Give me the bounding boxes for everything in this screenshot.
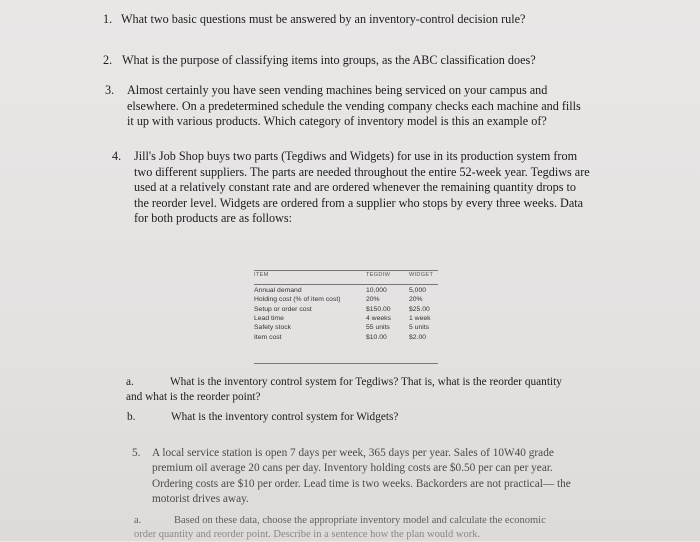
widget-value: 20% [409,296,423,304]
row-label: Lead time [254,315,284,323]
subquestion-text: Based on these data, choose the appropriate inventory model and calculate the economic [174,515,546,526]
subquestion-label: a. [126,376,134,388]
table-row [254,295,439,304]
question-number: 4. [112,149,122,163]
text-line: A local service station is open 7 days per week, 365 days per year. Sales of 10W40 grade [152,447,554,459]
subquestion-label: a. [134,515,142,526]
tegdiw-value: $150.00 [366,305,391,313]
tegdiw-value: 4 weeks [366,315,391,323]
data-table [254,272,439,342]
text-line: premium oil average 20 cans per day. Inventory holding costs are $0.50 per can per year. [152,462,553,475]
table-header-row [254,272,439,286]
question-text [134,149,590,227]
question-number: 1. [103,12,113,26]
tegdiw-value: 20% [366,296,380,304]
widget-value: $2.00 [409,333,427,341]
tegdiw-value: 10,000 [366,287,387,295]
tegdiw-value: $10.00 [366,333,387,341]
row-label: Annual demand [254,287,302,295]
text-line: Jill's Job Shop buys two parts (Tegdiws and Widgets) for use in its production system from [134,149,578,163]
question-number: 2. [103,53,113,67]
question-text: What two basic questions must be answered by an inventory-control decision rule? [121,12,526,26]
question-number: 5. [132,447,141,459]
widget-value: $25.00 [409,305,430,313]
subquestion-text: What is the inventory control system for Tegdiws? That is, what is the reorder quantity [170,376,562,388]
text-line: used at a relatively constant rate and are ordered whenever the remaining quantity drops to [134,180,576,194]
table-top-rule [254,270,438,271]
question-number: 3. [105,83,115,97]
text-line: elsewhere. On a predetermined schedule the vending company checks each machine and fills [127,98,581,113]
question-text [152,446,571,508]
table-bottom-rule [254,363,438,364]
table-row [254,305,439,314]
tegdiw-value: 55 units [366,324,390,332]
table-row [254,332,439,341]
subquestion-text: What is the inventory control system for Widgets? [171,411,399,423]
widget-value: 5 units [409,324,430,332]
text-line: two different suppliers. The parts are needed throughout the entire 52-week year. Tegdiws are [134,164,590,179]
text-line: it up with various products. Which category of inventory model is this an example of? [127,114,547,128]
table-row [254,323,439,332]
row-label: Setup or order cost [254,305,312,313]
widget-value: 1 week [409,315,431,323]
text-line: the reorder level. Widgets are ordered from a supplier who stops by every three weeks. Data [134,195,584,210]
subquestion-label: b. [127,411,136,423]
text-line: Almost certainly you have seen vending machines being serviced on your campus and [127,83,548,97]
text-line: for both products are as follows: [134,211,293,225]
subquestion-text: order quantity and reorder point. Describe in a sentence how the plan would work. [134,529,481,540]
table-row [254,314,439,323]
subquestion-text: and what is the reorder point? [126,391,261,403]
widget-value: 5,000 [409,287,427,295]
text-line: Ordering costs are $10 per order. Lead time is two weeks. Backorders are not practical— the [152,477,571,490]
table-row [254,286,439,295]
question-text [127,83,581,130]
header-tegdiw: TEGDIW [366,272,391,278]
question-text: What is the purpose of classifying items into groups, as the ABC classification does? [122,53,536,67]
row-label: Item cost [254,333,282,341]
header-item: ITEM [254,272,269,278]
row-label: Safety stock [254,324,292,332]
text-line: motorist drives away. [152,493,249,506]
row-label: Holding cost (% of item cost) [254,296,341,304]
header-widget: WIDGET [409,272,434,278]
